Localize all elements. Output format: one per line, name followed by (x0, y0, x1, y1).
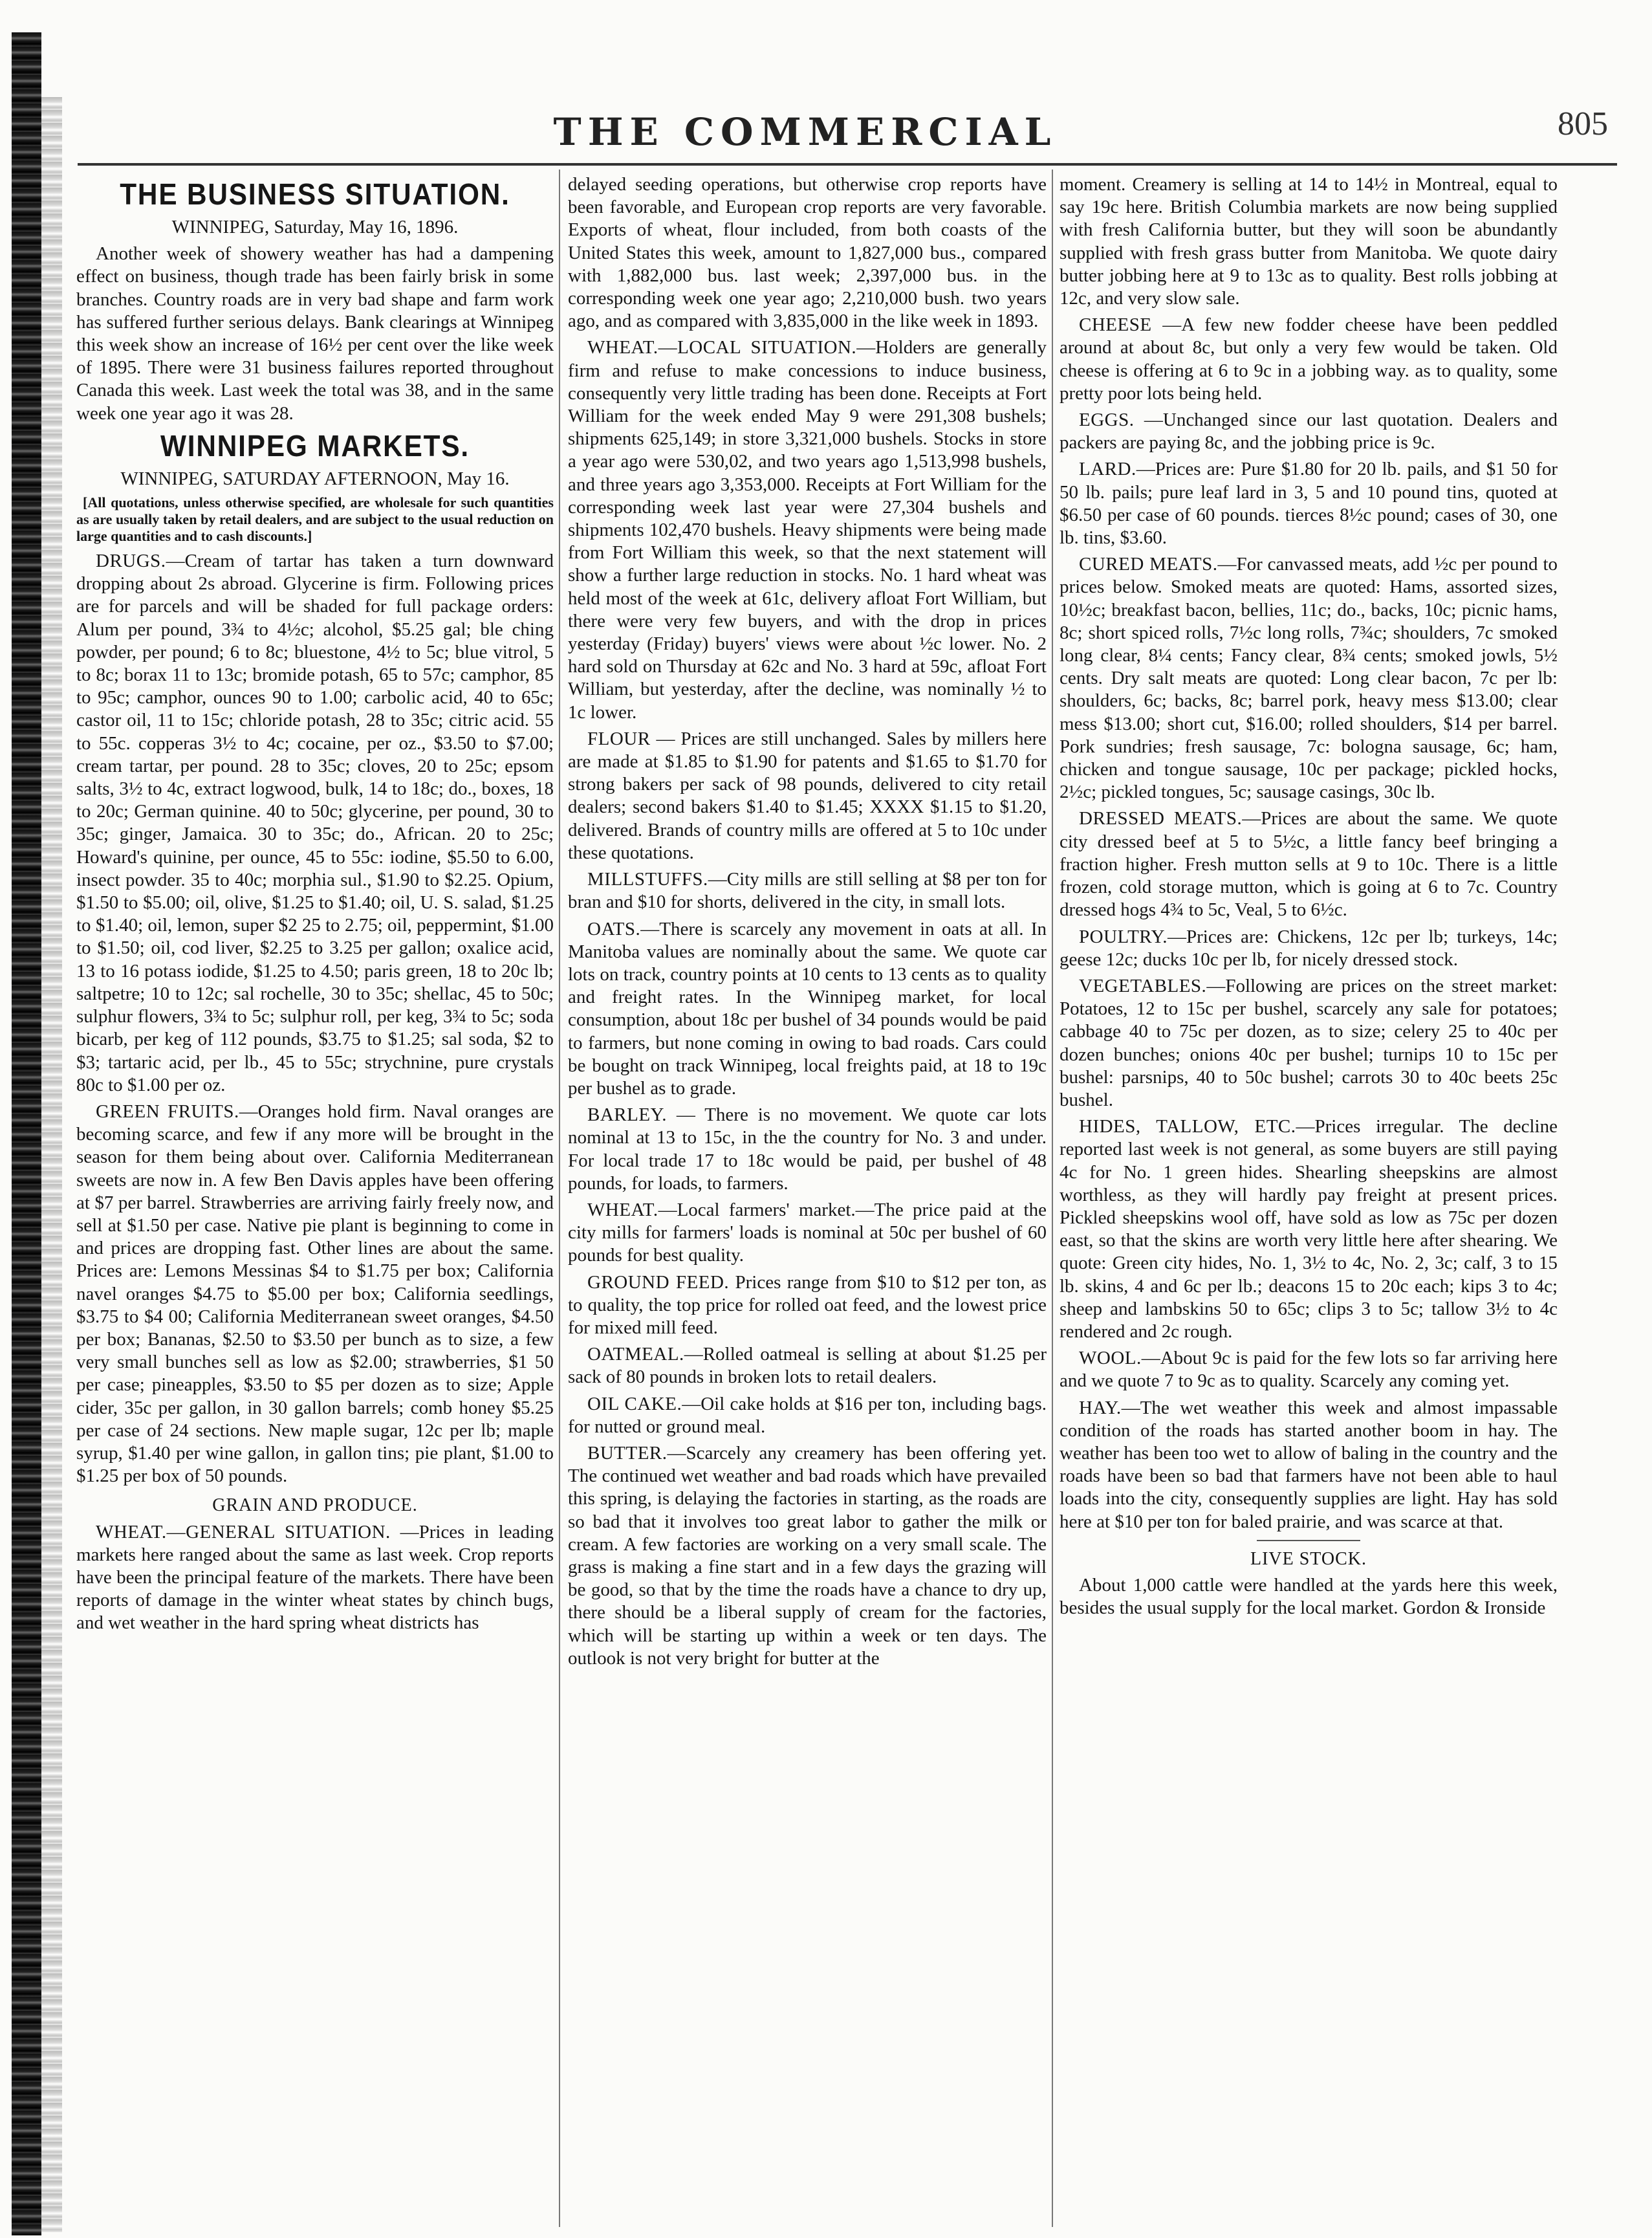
barley-label: BARLEY. (587, 1104, 668, 1126)
quotation-note: [All quotations, unless otherwise specified, are wholesale for such quantities as are usually taken by retail dealers, and are subject to the usual reduction on large quantities and to cash discounts.] (76, 494, 554, 545)
column-1 (76, 173, 554, 2218)
dressed-meats-label: DRESSED MEATS. (1079, 808, 1243, 829)
section-divider (1257, 1540, 1360, 1541)
vegetables-paragraph (1060, 975, 1558, 1112)
dressed-meats-text: —Prices are about the same. We quote city dressed beef at 5 to 5½c, a little fancy beef bringing a fraction higher. Fresh mutton sells at 9 to 10c. There is a little frozen, cold storage mutton, which is going at 6 to 7c. Country dressed hogs 4¾ to 5c, Veal, 5 to 6½c. (1060, 808, 1558, 921)
hay-label: HAY. (1079, 1397, 1122, 1418)
wheat-local-paragraph (568, 336, 1047, 723)
millstuffs-label: MILLSTUFFS. (587, 869, 708, 890)
oats-paragraph (568, 918, 1047, 1101)
cured-meats-text: —For canvassed meats, add ½c per pound to prices below. Smoked meats are quoted: Hams, assorted sizes, 10½c; breakfast bacon, bellies, 11c; do., backs, 10c; picnic hams, 8c; short spiced rolls, 7½c long rolls, 7¾c; shoulders, 7c smoked long clear, 8¼ cents; Fancy clear, 8¾ cents; smoked jowls, 5½ cents. Dry salt meats are quoted: Long clear bacon, 7c per lb: shoulders, 6c; backs, 8c; barrel pork, heavy mess $13.00; clear mess $13.00; short cut, $16.00; rolled shoulders, $14 per barrel. Pork sundries; fresh sausage, 7c: bologna sausage, 6c; ham, chicken and tongue sausage, 10c per package; pickled hocks, 2½c; pickled tongues, 5c; sausage casings, 30c lb. (1060, 554, 1558, 803)
butter-paragraph (568, 1442, 1047, 1670)
oats-text: —There is scarcely any movement in oats at all. In Manitoba values are nominally about the same. We quote car lots on track, country points at 10 cents to 13 cents as to quality and freight rates. In the Winnipeg market, for local consumption, about 18c per bushel of 34 pounds would be paid to farmers, but none coming in owing to bad roads. Cars could be bought on track Winnipeg, local freights paid, at 18 to 19c per bushel as to grade. (568, 918, 1047, 1099)
live-stock-text: About 1,000 cattle were handled at the yards here this week, besides the usual supply for the local market. Gordon & Ironside (1060, 1574, 1558, 1619)
wheat-general-text: —Prices in leading markets here ranged about the same as last week. Crop reports have been the principal feature of the markets. There have been reports of damage in the winter wheat states by chinch bugs, and wet weather in the hard spring wheat districts has (76, 1521, 554, 1634)
green-fruits-label: GREEN FRUITS. (96, 1101, 239, 1122)
business-dateline: WINNIPEG, Saturday, May 16, 1896. (171, 217, 459, 237)
drugs-text: —Cream of tartar has taken a turn downward dropping about 2s abroad. Glycerine is firm. Following prices are for parcels and will be shaded for full package orders: Alum per pound, 3¾ to 4½c; alcohol, $5.25 gal; ble ching powder, per pound; 6 to 8c; bluestone, 4½ to 5c; blue vitrol, 5 to 8c; borax 11 to 13c; bromide potash, 65 to 57c; camphor, 85 to 95c; camphor, ounces 90 to 1.00; carbolic acid, 40 to 65c; castor oil, 11 to 15c; chloride potash, 28 to 35c; citric acid. 55 to 55c. copperas 3½ to 4c; cocaine, per oz., $3.50 to $7.00; cream tartar, per pound. 28 to 35c; cloves, 20 to 25c; epsom salts, 3½ to 4c, extract logwood, bulk, 14 to 18c; do., boxes, 18 to 20c; German quinine. 40 to 50c; glycerine, per pound, 30 to 35c; ginger, Jamaica. 30 to 35c; do., African. 20 to 25c; Howard's quinine, per ounce, 45 to 55c: iodine, $5.50 to 6.00, insect powder. 35 to 40c; morphia sul., $1.90 to $2.25. Opium, $1.50 to $5.00; oil, olive, $1.25 to $1.40; oil, U. S. salad, $1.25 to $1.40; oil, lemon, super $2 25 to 2.75; oil, peppermint, $1.00 to $1.50; oil, cod liver, $2.25 to 3.25 per gallon; oxalice acid, 13 to 16 potass iodide, $1.25 to 4.50; paris green, 18 to 20c lb; saltpetre; 10 to 12c; sal rochelle, 30 to 35c; shellac, 45 to 50c; sulphur flowers, 3¾ to 5c; sulphur roll, per keg, 3¾ to 5c; soda bicarb, per keg of 112 pounds, $3.75 to $1.25; sal soda, $2 to $3; tartaric acid, per lb., 45 to 55c; strychnine, pure crystals 80c to $1.00 per oz. (76, 551, 554, 1095)
masthead-rule (78, 163, 1617, 166)
wheat-local-label: WHEAT.—LOCAL SITUATION. (587, 337, 857, 358)
cheese-text: —A few new fodder cheese have been peddled around at about 8c, but only a very few would be taken. Old cheese is offering at 6 to 9c in a jobbing way. as to quality, some pretty poor lots being held. (1060, 314, 1558, 404)
flour-label: FLOUR (587, 728, 651, 749)
vegetables-label: VEGETABLES. (1079, 975, 1207, 996)
page-edge-shadow (12, 32, 41, 2235)
wool-paragraph (1060, 1347, 1558, 1392)
column-3 (1060, 173, 1558, 2218)
wheat-continued-text: delayed seeding operations, but otherwise crop reports have been favorable, and European crop reports are very favorable. Exports of wheat, flour included, from both coasts of the United States this week, amount to 1,827,000 bus., compared with 1,882,000 bus. last week; 2,397,000 bus. in the corresponding week one year ago; 2,210,000 bush. two years ago, and as compared with 3,835,000 in the like week in 1893. (568, 174, 1047, 332)
wheat-farmers-label: WHEAT. (587, 1199, 658, 1220)
business-text: Another week of showery weather has had a dampening effect on business, though trade has been fairly brisk in some branches. Country roads are in very bad shape and farm work has suffered further serious delays. Bank clearings at Winnipeg this week show an increase of 16½ per cent over the like week of 1895. There were 31 business failures reported throughout Canada this week. Last week the total was 38, and in the same week one year ago it was 28. (76, 243, 554, 424)
poultry-paragraph (1060, 926, 1558, 971)
green-fruits-text: —Oranges hold firm. Naval oranges are becoming scarce, and few if any more will be brought in the season for them being about over. California Mediterranean sweets are now in. A few Ben Davis apples have been offering at $7 per barrel. Strawberries are arriving fairly freely now, and sell at $1.50 per case. Native pie plant is beginning to come in and prices are dropping fast. Other lines are about the same. Prices are: Lemons Messinas $4 to $1.75 per box; California navel oranges $4.75 to $5.00 per box; California seedlings, $3.75 to $4 00; California Mediterranean sweet oranges, $4.50 per box; Bananas, $2.50 to $3.50 per bunch as to size, a few very small bunches sell as low as $2.00; strawberries, $1 50 per case; pineapples, $3.50 to $5 per dozen as to size; Apple cider, 35c per gallon, in 30 gallon barrels; comb honey $5.25 per case of 24 sections. New maple sugar, 12c per lb; maple syrup, $1.40 per wine gallon, in gallon tins; pie plant, $1.00 to $1.25 per box of 50 pounds. (76, 1101, 554, 1487)
barley-text: — There is no movement. We quote car lots nominal at 13 to 15c, in the the country for No. 3 and under. For local trade 17 to 18c would be paid, per bushel of 48 pounds, for loads, to farmers. (568, 1104, 1047, 1194)
vegetables-text: —Following are prices on the street market: Potatoes, 12 to 15c per bushel, scarcely any sale for potatoes; cabbage 40 to 75c per dozen, as to size; celery 25 to 40c per dozen bunches; onions 40c per bushel; turnips 10 to 15c per bushel: parsnips, 40 to 50c bushel; carrots 30 to 40c beets 25c bushel. (1060, 975, 1558, 1110)
dressed-meats-paragraph (1060, 807, 1558, 921)
millstuffs-text: —City mills are still selling at $8 per ton for bran and $10 for shorts, delivered in the city, in small lots. (568, 869, 1047, 913)
cheese-paragraph (1060, 314, 1558, 405)
publication-title: THE COMMERCIAL (553, 110, 1058, 154)
column-divider-2 (1052, 170, 1053, 2227)
hay-text: —The wet weather this week and almost impassable condition of the roads has started another boom in hay. The weather has been too wet to allow of baling in the country and the roads have been so bad that farmers have not been able to haul loads into the city, consequently supplies are light. Hay has sold here at $10 per ton for baled prairie, and was scarce at that. (1060, 1397, 1558, 1532)
oil-cake-text: —Oil cake holds at $16 per ton, including bags. for nutted or ground meal. (568, 1393, 1047, 1437)
page-edge-shadow-light (41, 97, 62, 2232)
lard-paragraph (1060, 458, 1558, 549)
grain-subheading: GRAIN AND PRODUCE. (212, 1495, 418, 1516)
page-number: 805 (1558, 105, 1608, 142)
cured-meats-paragraph (1060, 553, 1558, 804)
oil-cake-paragraph (568, 1393, 1047, 1438)
flour-text: — Prices are still unchanged. Sales by millers here are made at $1.85 to $1.90 for patents and $1.65 to $1.70 for strong bakers per sack of 98 pounds, delivered to city retail dealers; second bakers $1.40 to $1.45; XXXX $1.15 to $1.20, delivered. Brands of country mills are offered at 5 to 10c under these quotations. (568, 728, 1047, 863)
wheat-general-paragraph (76, 1521, 554, 1635)
hay-paragraph (1060, 1397, 1558, 1533)
eggs-text: —Unchanged since our last quotation. Dealers and packers are paying 8c, and the jobbing price is 9c. (1060, 410, 1558, 454)
poultry-label: POULTRY. (1079, 926, 1168, 947)
oatmeal-paragraph (568, 1343, 1047, 1388)
lard-label: LARD. (1079, 459, 1136, 480)
markets-heading: WINNIPEG MARKETS. (160, 428, 470, 463)
masthead (0, 97, 1652, 162)
oil-cake-label: OIL CAKE. (587, 1393, 682, 1414)
poultry-text: —Prices are: Chickens, 12c per lb; turkeys, 14c; geese 12c; ducks 10c per lb, for nicely dressed stock. (1060, 926, 1558, 970)
markets-dateline: WINNIPEG, SATURDAY AFTERNOON, May 16. (120, 468, 510, 489)
column-divider-1 (559, 170, 560, 2227)
hides-text: —Prices irregular. The decline reported last week is not general, as some buyers are still paying 4c for No. 1 green hides. Shearling sheepskins are almost worthless, as they will hardly pay freight at present prices. Pickled sheepskins wool off, have sold as low as 75c per dozen east, so that the skins are worth very little here after shearing. We quote: Green city hides, No. 1, 3½ to 4c, No. 2, 3c; calf, 3 to 15 lb. skins, 4 and 6c per lb.; deacons 15 to 20c each; kips 3 to 4c; sheep and lambskins 50 to 65c; clips 3 to 5c; tallow 3½ to 4c rendered and 2c rough. (1060, 1116, 1558, 1342)
live-stock-subheading: LIVE STOCK. (1250, 1548, 1367, 1569)
cheese-label: CHEESE (1079, 314, 1152, 336)
hides-paragraph (1060, 1115, 1558, 1343)
wheat-general-label: WHEAT.—GENERAL SITUATION. (96, 1521, 391, 1542)
barley-paragraph (568, 1104, 1047, 1195)
flour-paragraph (568, 728, 1047, 864)
ground-feed-label: GROUND FEED. (587, 1271, 730, 1293)
column-2 (568, 173, 1047, 2218)
business-heading: THE BUSINESS SITUATION. (120, 177, 510, 211)
wool-label: WOOL. (1079, 1348, 1142, 1369)
wheat-local-text: —Holders are generally firm and refuse to make concessions to induce business, consequently very little trading has been done. Receipts at Fort William for the week ended May 9 were 291,308 bushels; shipments 625,149; in store 3,321,000 bushels. Stocks in store a year ago were 530,02, and two years ago 1,513,998 bushels, and three years ago 3,353,000. Receipts at Fort William for the corresponding week last year were 27,304 bushels and shipments 102,470 bushels. Heavy shipments were being made from Fort William this week, so that the next statement will show a further large reduction in stocks. No. 1 hard wheat was held most of the week at 61c, delivery afloat Fort William, but there were very few buyers, and with the drop in prices yesterday (Friday) buyers' views were about ½c lower. No. 2 hard sold on Thursday at 62c and No. 3 hard at 59c, afloat Fort William, but yesterday, after the decline, was nominally ½ to 1c lower. (568, 337, 1047, 723)
eggs-paragraph (1060, 409, 1558, 454)
oats-label: OATS. (587, 918, 641, 939)
drugs-label: DRUGS. (96, 551, 166, 572)
lard-text: —Prices are: Pure $1.80 for 20 lb. pails, and $1 50 for 50 lb. pails; pure leaf lard in 3, 5 and 10 pound tins, quoted at $6.50 per case of 60 pounds. tierces 8½c pound; cases of 30, one lb. tins, $3.60. (1060, 459, 1558, 549)
green-fruits-paragraph (76, 1101, 554, 1487)
butter-continued-text: moment. Creamery is selling at 14 to 14½ in Montreal, equal to say 19c here. British Columbia markets are now being supplied with fresh California butter, but they will soon be abundantly supplied with fresh grass butter from Manitoba. We quote dairy butter jobbing here at 9 to 13c as to quality. Best rolls jobbing at 12c, and very slow sale. (1060, 174, 1558, 309)
wheat-farmers-text: —Local farmers' market.—The price paid at the city mills for farmers' loads is nominal at 50c per bushel of 60 pounds for best quality. (568, 1199, 1047, 1266)
hides-label: HIDES, TALLOW, ETC. (1079, 1116, 1296, 1137)
ground-feed-paragraph (568, 1271, 1047, 1340)
millstuffs-paragraph (568, 868, 1047, 914)
butter-text: —Scarcely any creamery has been offering yet. The continued wet weather and bad roads which have prevailed this spring, is delaying the factories in starting, as the roads are so bad that it involves too great labor to gather the milk or cream. A few factories are working on a very small scale. The grass is making a fine start and in a few days the grazing will be good, so that by the time the roads have a chance to dry up, there should be a liberal supply of cream for the factories, which will be starting up within a week or ten days. The outlook is not very bright for butter at the (568, 1442, 1047, 1669)
wheat-farmers-paragraph (568, 1199, 1047, 1267)
cured-meats-label: CURED MEATS. (1079, 554, 1218, 575)
oatmeal-label: OATMEAL. (587, 1344, 684, 1365)
ground-feed-text: Prices range from $10 to $12 per ton, as to quality, the top price for rolled oat feed, and the lowest price for mixed mill feed. (568, 1271, 1047, 1338)
wool-text: —About 9c is paid for the few lots so far arriving here and we quote 7 to 9c as to quality. Scarcely any coming yet. (1060, 1348, 1558, 1392)
oatmeal-text: —Rolled oatmeal is selling at about $1.25 per sack of 80 pounds in broken lots to retail dealers. (568, 1344, 1047, 1388)
drugs-paragraph (76, 550, 554, 1097)
butter-label: BUTTER. (587, 1442, 668, 1464)
eggs-label: EGGS. (1079, 410, 1135, 431)
